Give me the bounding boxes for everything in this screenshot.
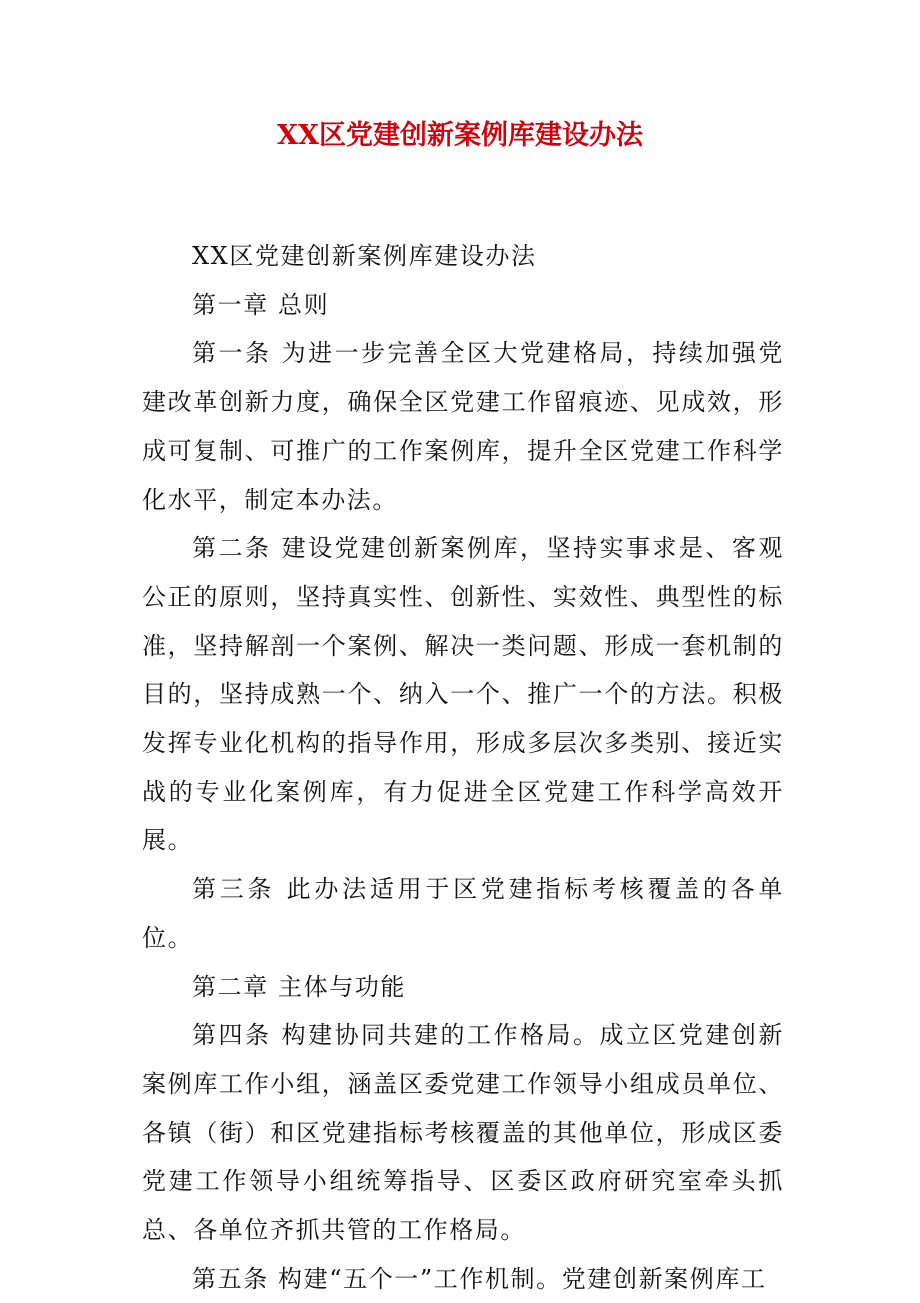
paragraph-subtitle: XX区党建创新案例库建设办法	[192, 242, 537, 270]
article-4: 第四条 构建协同共建的工作格局。成立区党建创新案例库工作小组，涵盖区委党建工作领导小组成员单位、各镇（街）和区党建指标考核覆盖的其他单位，形成区委党建工作领导小组统筹指导、区委区政府研究室牵头抓总、各单位齐抓共管的工作格局。	[142, 1021, 784, 1245]
chapter-2-heading: 第二章 主体与功能	[192, 972, 407, 1001]
document-body	[142, 232, 784, 1303]
article-5: 第五条 构建“五个一”工作机制。党建创新案例库工	[192, 1264, 767, 1293]
article-1: 第一条 为进一步完善全区大党建格局，持续加强党建改革创新力度，确保全区党建工作留痕迹、见成效，形成可复制、可推广的工作案例库，提升全区党建工作科学化水平，制定本办法。	[142, 339, 784, 514]
article-2: 第二条 建设党建创新案例库，坚持实事求是、客观公正的原则，坚持真实性、创新性、实效性、典型性的标准，坚持解剖一个案例、解决一类问题、形成一套机制的目的，坚持成熟一个、纳入一个、推广一个的方法。积极发挥专业化机构的指导作用，形成多层次多类别、接近实战的专业化案例库，有力促进全区党建工作科学高效开展。	[142, 534, 784, 855]
chapter-1-heading: 第一章 总则	[192, 290, 330, 319]
article-3: 第三条 此办法适用于区党建指标考核覆盖的各单位。	[142, 875, 784, 952]
document-title: XX区党建创新案例库建设办法	[277, 120, 643, 151]
